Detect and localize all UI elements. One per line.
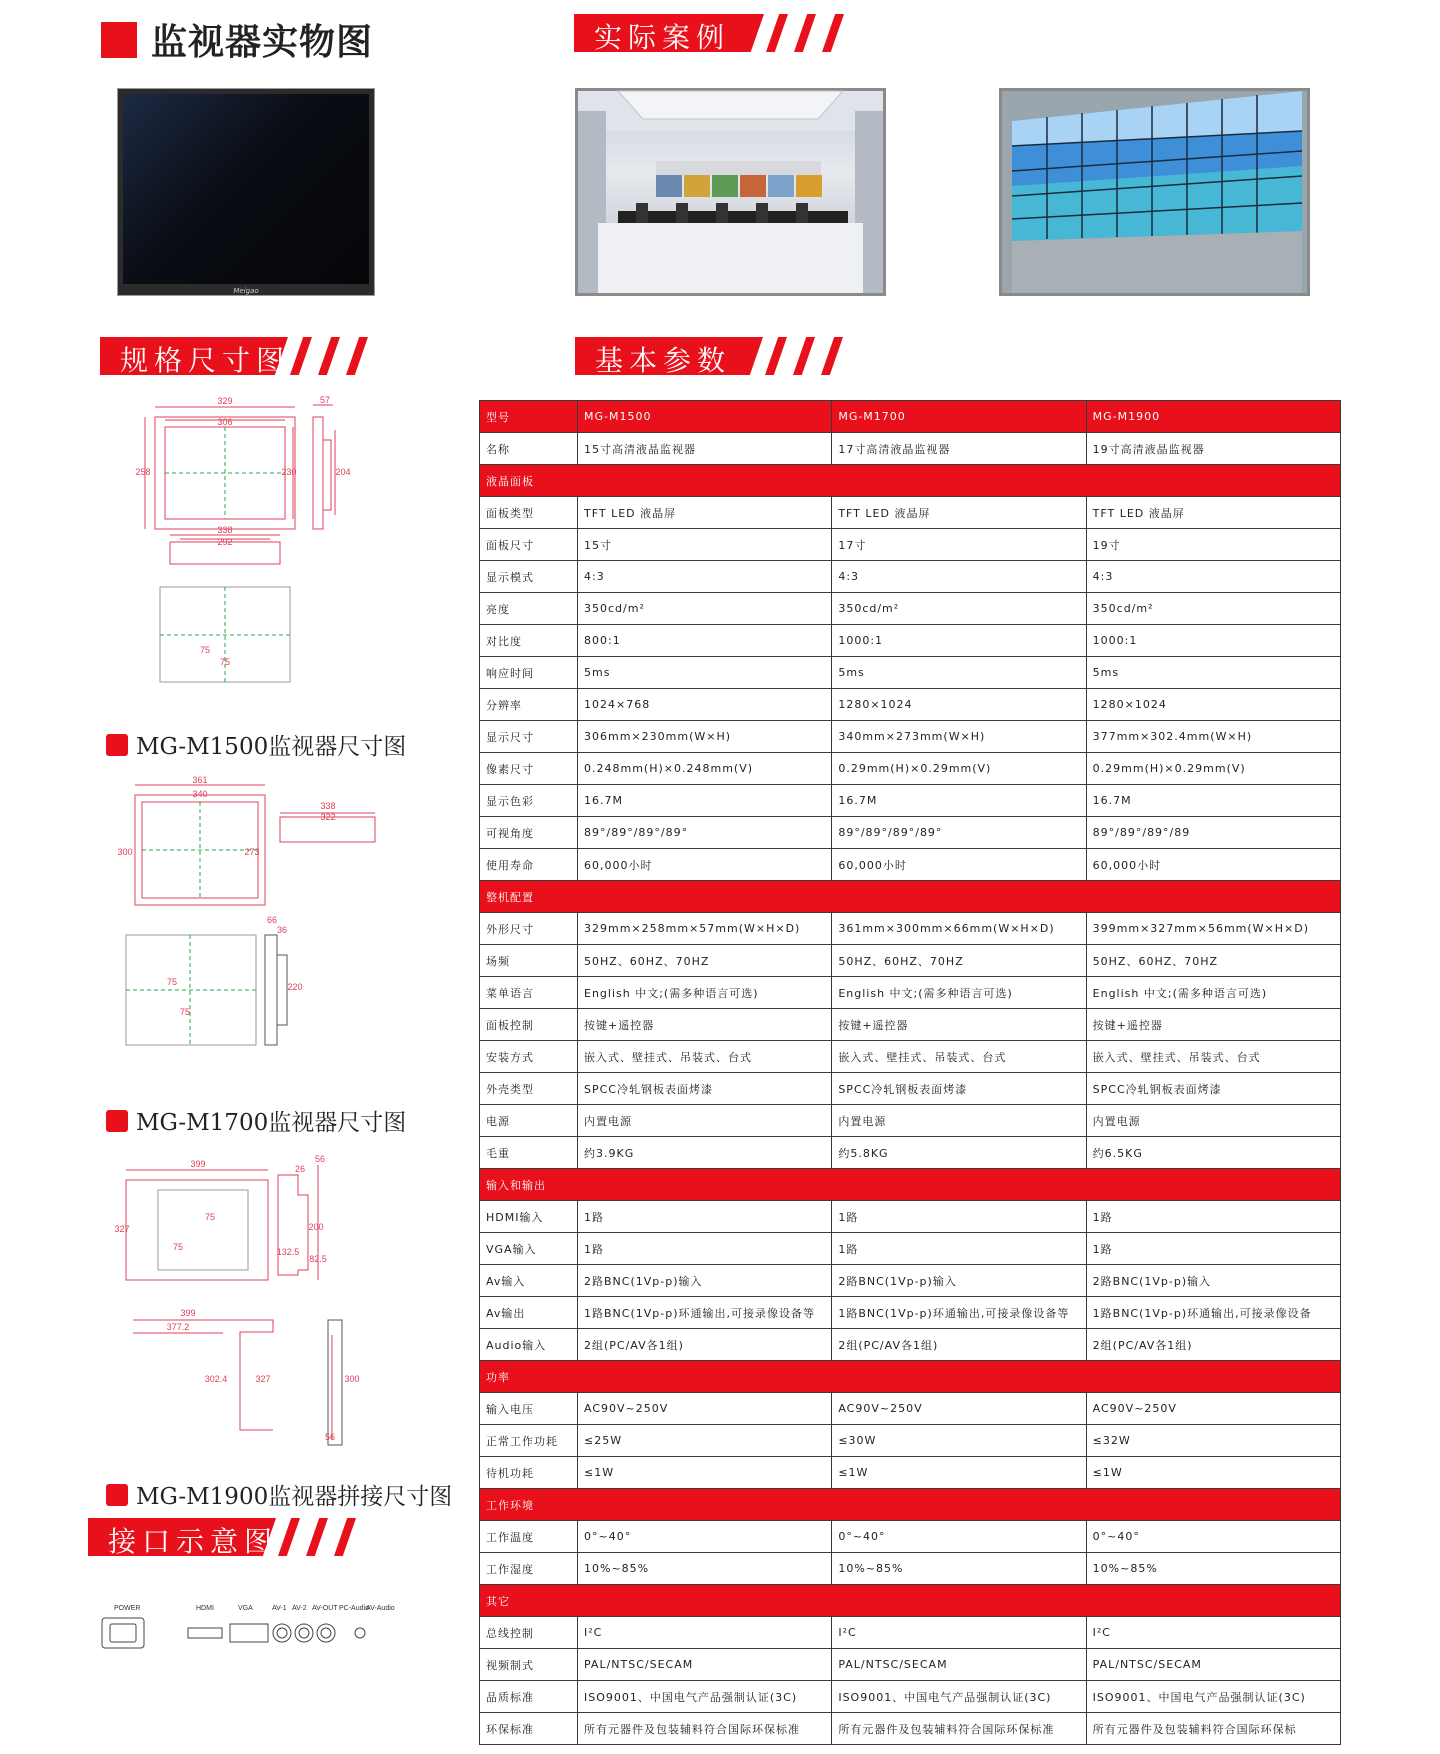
dim-label: 75: [199, 645, 211, 655]
table-row: [480, 1617, 1341, 1649]
dim-label: 57: [319, 395, 331, 405]
table-cell: 10%~85%: [1086, 1553, 1340, 1585]
table-row-label: 外壳类型: [480, 1073, 578, 1105]
table-section-label: 液晶面板: [480, 465, 1341, 497]
table-section-label: 功率: [480, 1361, 1341, 1393]
dim-label: 327: [255, 1374, 271, 1384]
table-cell: 0.29mm(H)×0.29mm(V): [832, 753, 1086, 785]
table-cell: 4:3: [832, 561, 1086, 593]
table-row: [480, 913, 1341, 945]
monitor-photo-header: [101, 14, 373, 65]
table-row: [480, 561, 1341, 593]
table-row-label: 面板尺寸: [480, 529, 578, 561]
table-section-label: 整机配置: [480, 881, 1341, 913]
table-cell: 340mm×273mm(W×H): [832, 721, 1086, 753]
table-cell: 5ms: [578, 657, 832, 689]
dim-label: 220: [287, 982, 303, 992]
table-cell: 350cd/m²: [832, 593, 1086, 625]
table-row-label: 毛重: [480, 1137, 578, 1169]
table-cell: 800:1: [578, 625, 832, 657]
table-row: [480, 1297, 1341, 1329]
table-cell: 嵌入式、壁挂式、吊装式、台式: [578, 1041, 832, 1073]
table-cell: 15寸: [578, 529, 832, 561]
table-cell: 1路: [578, 1233, 832, 1265]
table-cell: ISO9001、中国电气产品强制认证(3C): [832, 1681, 1086, 1713]
table-cell: SPCC冷轧钢板表面烤漆: [1086, 1073, 1340, 1105]
table-cell: AC90V~250V: [578, 1393, 832, 1425]
table-row-label: 总线控制: [480, 1617, 578, 1649]
table-row: [480, 593, 1341, 625]
table-row: [480, 1521, 1341, 1553]
table-row: [480, 625, 1341, 657]
table-row: [480, 1073, 1341, 1105]
table-row: [480, 945, 1341, 977]
table-cell: 10%~85%: [832, 1553, 1086, 1585]
table-row-label: Av输出: [480, 1297, 578, 1329]
table-cell: 17寸: [832, 529, 1086, 561]
dim-label: 327: [114, 1224, 130, 1234]
table-cell: 50HZ、60HZ、70HZ: [1086, 945, 1340, 977]
vga-port-icon: [230, 1624, 268, 1642]
table-cell: ISO9001、中国电气产品强制认证(3C): [578, 1681, 832, 1713]
table-row-label: 外形尺寸: [480, 913, 578, 945]
dim-label: 399: [190, 1159, 206, 1169]
table-row-label: 环保标准: [480, 1713, 578, 1745]
table-row: [480, 721, 1341, 753]
table-row: [480, 1041, 1341, 1073]
table-cell: 1000:1: [832, 625, 1086, 657]
table-row-label: Av输入: [480, 1265, 578, 1297]
table-row: [480, 1713, 1341, 1745]
table-row-label: 场频: [480, 945, 578, 977]
table-section-row: [480, 881, 1341, 913]
bnc-av2-icon: [295, 1624, 313, 1642]
table-cell: AC90V~250V: [1086, 1393, 1340, 1425]
table-cell: 15寸高清液晶监视器: [578, 433, 832, 465]
table-cell: ISO9001、中国电气产品强制认证(3C): [1086, 1681, 1340, 1713]
table-cell: 89°/89°/89°/89°: [578, 817, 832, 849]
dim-label: 75: [179, 1007, 191, 1017]
table-row: [480, 1425, 1341, 1457]
table-row: [480, 497, 1341, 529]
table-cell: 329mm×258mm×57mm(W×H×D): [578, 913, 832, 945]
table-cell: 1000:1: [1086, 625, 1340, 657]
connector-label-pc-audio: PC-Audio: [339, 1605, 369, 1612]
table-cell: 350cd/m²: [1086, 593, 1340, 625]
caption-m1900: MG-M1900监视器拼接尺寸图: [106, 1478, 452, 1511]
case-photo-control-room: [575, 88, 886, 296]
table-cell: 89°/89°/89°/89: [1086, 817, 1340, 849]
table-row-label: 显示尺寸: [480, 721, 578, 753]
params-banner: [575, 337, 853, 375]
table-row: [480, 1265, 1341, 1297]
table-cell: 按键+遥控器: [832, 1009, 1086, 1041]
bnc-av1-icon: [273, 1624, 291, 1642]
table-cell: 361mm×300mm×66mm(W×H×D): [832, 913, 1086, 945]
power-port-icon: [102, 1618, 144, 1648]
table-cell: TFT LED 液晶屏: [578, 497, 832, 529]
table-cell: English 中文;(需多种语言可选): [1086, 977, 1340, 1009]
table-cell: 1路BNC(1Vp-p)环通输出,可接录像设备等: [578, 1297, 832, 1329]
table-cell: 10%~85%: [578, 1553, 832, 1585]
table-cell: 0°~40°: [578, 1521, 832, 1553]
dim-label: 56: [314, 1154, 326, 1164]
table-cell: 0.29mm(H)×0.29mm(V): [1086, 753, 1340, 785]
connector-label-hdmi: HDMI: [196, 1605, 214, 1612]
dim-label: 230: [281, 467, 297, 477]
table-row-label: 使用寿命: [480, 849, 578, 881]
table-cell: 60,000小时: [832, 849, 1086, 881]
m1500-dimension-drawing: [135, 395, 355, 695]
table-row: [480, 1105, 1341, 1137]
table-cell: ≤32W: [1086, 1425, 1340, 1457]
table-cell: 19寸: [1086, 529, 1340, 561]
dim-label: 361: [192, 775, 208, 785]
cases-title: 实际案例: [594, 21, 731, 54]
table-row-label: 对比度: [480, 625, 578, 657]
table-row-label: 待机功耗: [480, 1457, 578, 1489]
table-row: [480, 657, 1341, 689]
table-row-label: 视频制式: [480, 1649, 578, 1681]
table-row-label: 面板类型: [480, 497, 578, 529]
dim-label: 66: [266, 915, 278, 925]
table-cell: 2路BNC(1Vp-p)输入: [832, 1265, 1086, 1297]
cases-banner: [574, 14, 854, 52]
dim-label: 302.4: [204, 1374, 228, 1384]
table-cell: PAL/NTSC/SECAM: [578, 1649, 832, 1681]
table-cell: 1280×1024: [832, 689, 1086, 721]
table-cell: 16.7M: [1086, 785, 1340, 817]
table-cell: 内置电源: [1086, 1105, 1340, 1137]
control-room-illustration: [578, 91, 883, 293]
table-cell: 19寸高清液晶监视器: [1086, 433, 1340, 465]
caption-m1500: MG-M1500监视器尺寸图: [106, 728, 406, 761]
table-cell: 2路BNC(1Vp-p)输入: [1086, 1265, 1340, 1297]
table-cell: AC90V~250V: [832, 1393, 1086, 1425]
table-cell: 5ms: [1086, 657, 1340, 689]
table-cell: 按键+遥控器: [578, 1009, 832, 1041]
dim-label: 200: [308, 1222, 324, 1232]
table-cell: 5ms: [832, 657, 1086, 689]
table-row-label: 响应时间: [480, 657, 578, 689]
table-cell: 0.248mm(H)×0.248mm(V): [578, 753, 832, 785]
connector-label-vga: VGA: [238, 1605, 253, 1612]
table-cell: 4:3: [1086, 561, 1340, 593]
table-row-label: 工作湿度: [480, 1553, 578, 1585]
table-cell: 0°~40°: [1086, 1521, 1340, 1553]
table-header-cell: MG-M1500: [578, 401, 832, 433]
table-cell: 约5.8KG: [832, 1137, 1086, 1169]
table-cell: 嵌入式、壁挂式、吊装式、台式: [832, 1041, 1086, 1073]
dim-label: 75: [204, 1212, 216, 1222]
table-section-row: [480, 465, 1341, 497]
connector-label-avout: AV-OUT: [312, 1605, 338, 1612]
table-section-row: [480, 1361, 1341, 1393]
table-row: [480, 1137, 1341, 1169]
table-row: [480, 1649, 1341, 1681]
table-row-label: 显示模式: [480, 561, 578, 593]
dim-label: 377.2: [166, 1322, 190, 1332]
table-cell: ≤30W: [832, 1425, 1086, 1457]
table-row: [480, 1393, 1341, 1425]
table-cell: 50HZ、60HZ、70HZ: [578, 945, 832, 977]
table-cell: 2组(PC/AV各1组): [578, 1329, 832, 1361]
table-cell: PAL/NTSC/SECAM: [832, 1649, 1086, 1681]
dim-label: 36: [276, 925, 288, 935]
hdmi-port-icon: [188, 1628, 222, 1638]
table-header-row: [480, 401, 1341, 433]
table-cell: 2组(PC/AV各1组): [1086, 1329, 1340, 1361]
table-row: [480, 753, 1341, 785]
dim-label: 273: [244, 847, 260, 857]
dim-label: 300: [344, 1374, 360, 1384]
dim-label: 338: [320, 801, 336, 811]
table-row-label: HDMI输入: [480, 1201, 578, 1233]
table-row-label: Audio输入: [480, 1329, 578, 1361]
table-cell: 1路BNC(1Vp-p)环通输出,可接录像设备: [1086, 1297, 1340, 1329]
table-cell: 50HZ、60HZ、70HZ: [832, 945, 1086, 977]
table-row-label: 菜单语言: [480, 977, 578, 1009]
m1900-dimension-drawing: [114, 1150, 388, 1450]
table-cell: 1路BNC(1Vp-p)环通输出,可接录像设备等: [832, 1297, 1086, 1329]
case-photo-video-wall: [999, 88, 1310, 296]
table-header-cell: 型号: [480, 401, 578, 433]
table-cell: 1路: [832, 1233, 1086, 1265]
table-cell: 306mm×230mm(W×H): [578, 721, 832, 753]
table-cell: 17寸高清液晶监视器: [832, 433, 1086, 465]
table-row: [480, 1681, 1341, 1713]
table-row-label: 面板控制: [480, 1009, 578, 1041]
spec-table: [479, 400, 1341, 1745]
table-cell: ≤1W: [578, 1457, 832, 1489]
table-row-label: 品质标准: [480, 1681, 578, 1713]
table-cell: 350cd/m²: [578, 593, 832, 625]
interface-diagram: [96, 1600, 396, 1660]
table-row: [480, 977, 1341, 1009]
dim-label: 82.5: [309, 1254, 327, 1264]
dim-label: 329: [217, 396, 233, 406]
dimensions-title: 规格尺寸图: [120, 344, 291, 377]
table-cell: 377mm×302.4mm(W×H): [1086, 721, 1340, 753]
table-row: [480, 817, 1341, 849]
table-row-label: 正常工作功耗: [480, 1425, 578, 1457]
table-cell: 89°/89°/89°/89°: [832, 817, 1086, 849]
monitor-photo: [117, 88, 375, 296]
m1700-dimension-drawing: [117, 775, 420, 1055]
dim-label: 306: [217, 417, 233, 427]
table-cell: English 中文;(需多种语言可选): [578, 977, 832, 1009]
dim-label: 292: [217, 537, 233, 547]
interface-title: 接口示意图: [108, 1525, 279, 1558]
table-cell: PAL/NTSC/SECAM: [1086, 1649, 1340, 1681]
dimensions-banner: [100, 337, 378, 375]
monitor-brand-logo: Meigao: [233, 287, 259, 295]
table-cell: TFT LED 液晶屏: [1086, 497, 1340, 529]
table-cell: 2组(PC/AV各1组): [832, 1329, 1086, 1361]
pc-audio-jack-icon: [355, 1628, 365, 1638]
params-title: 基本参数: [595, 344, 732, 377]
table-row: [480, 1201, 1341, 1233]
table-cell: English 中文;(需多种语言可选): [832, 977, 1086, 1009]
table-cell: 按键+遥控器: [1086, 1009, 1340, 1041]
table-cell: 1路: [1086, 1201, 1340, 1233]
table-row-label: 输入电压: [480, 1393, 578, 1425]
dim-label: 75: [219, 657, 231, 667]
table-row-label: 可视角度: [480, 817, 578, 849]
table-cell: 4:3: [578, 561, 832, 593]
table-cell: 内置电源: [578, 1105, 832, 1137]
table-cell: TFT LED 液晶屏: [832, 497, 1086, 529]
table-row-label: 安装方式: [480, 1041, 578, 1073]
dim-label: 56: [324, 1432, 336, 1442]
table-cell: 所有元器件及包装辅料符合国际环保标准: [578, 1713, 832, 1745]
table-section-label: 工作环境: [480, 1489, 1341, 1521]
table-row: [480, 1457, 1341, 1489]
dim-label: 340: [192, 789, 208, 799]
table-cell: 16.7M: [578, 785, 832, 817]
caption-m1700: MG-M1700监视器尺寸图: [106, 1104, 406, 1137]
table-row-label: 像素尺寸: [480, 753, 578, 785]
table-cell: 内置电源: [832, 1105, 1086, 1137]
table-cell: 约6.5KG: [1086, 1137, 1340, 1169]
table-header-cell: MG-M1700: [832, 401, 1086, 433]
table-cell: 399mm×327mm×56mm(W×H×D): [1086, 913, 1340, 945]
table-header-cell: MG-M1900: [1086, 401, 1340, 433]
table-section-label: 其它: [480, 1585, 1341, 1617]
table-row-label: 名称: [480, 433, 578, 465]
table-row: [480, 849, 1341, 881]
table-cell: ≤25W: [578, 1425, 832, 1457]
table-section-row: [480, 1489, 1341, 1521]
header-red-square: [101, 22, 137, 58]
table-cell: 约3.9KG: [578, 1137, 832, 1169]
dim-label: 322: [320, 812, 336, 822]
dim-label: 132.5: [276, 1247, 300, 1257]
table-section-row: [480, 1585, 1341, 1617]
dim-label: 338: [217, 525, 233, 535]
spec-table-body: [480, 401, 1341, 1745]
dim-label: 204: [335, 467, 351, 477]
table-cell: I²C: [832, 1617, 1086, 1649]
table-row: [480, 433, 1341, 465]
connector-label-av2: AV-2: [292, 1605, 307, 1612]
table-cell: 16.7M: [832, 785, 1086, 817]
connector-label-power: POWER: [114, 1605, 141, 1612]
table-cell: 嵌入式、壁挂式、吊装式、台式: [1086, 1041, 1340, 1073]
table-cell: 1280×1024: [1086, 689, 1340, 721]
table-row: [480, 1329, 1341, 1361]
table-row: [480, 1553, 1341, 1585]
table-row: [480, 1233, 1341, 1265]
table-cell: 0°~40°: [832, 1521, 1086, 1553]
table-cell: SPCC冷轧钢板表面烤漆: [832, 1073, 1086, 1105]
table-row-label: 显示色彩: [480, 785, 578, 817]
table-row-label: 工作温度: [480, 1521, 578, 1553]
dim-label: 399: [180, 1308, 196, 1318]
table-section-row: [480, 1169, 1341, 1201]
table-row-label: VGA输入: [480, 1233, 578, 1265]
table-cell: 1路: [578, 1201, 832, 1233]
table-section-label: 输入和输出: [480, 1169, 1341, 1201]
table-row: [480, 1009, 1341, 1041]
table-cell: 所有元器件及包装辅料符合国际环保标: [1086, 1713, 1340, 1745]
table-row: [480, 689, 1341, 721]
table-cell: 60,000小时: [578, 849, 832, 881]
table-row: [480, 785, 1341, 817]
table-cell: 1路: [832, 1201, 1086, 1233]
dim-label: 75: [172, 1242, 184, 1252]
dim-label: 300: [117, 847, 133, 857]
table-cell: 2路BNC(1Vp-p)输入: [578, 1265, 832, 1297]
bnc-avout-icon: [317, 1624, 335, 1642]
table-row-label: 亮度: [480, 593, 578, 625]
connector-label-av-audio: AV-Audio: [366, 1605, 395, 1612]
table-cell: 1路: [1086, 1233, 1340, 1265]
dim-label: 258: [135, 467, 151, 477]
table-cell: ≤1W: [1086, 1457, 1340, 1489]
table-cell: I²C: [1086, 1617, 1340, 1649]
table-cell: I²C: [578, 1617, 832, 1649]
dim-label: 75: [166, 977, 178, 987]
table-cell: ≤1W: [832, 1457, 1086, 1489]
table-cell: SPCC冷轧钢板表面烤漆: [578, 1073, 832, 1105]
dim-label: 26: [294, 1164, 306, 1174]
monitor-photo-title: 监视器实物图: [151, 22, 374, 63]
table-cell: 所有元器件及包装辅料符合国际环保标准: [832, 1713, 1086, 1745]
table-cell: 1024×768: [578, 689, 832, 721]
interface-banner: [88, 1518, 366, 1556]
table-cell: 60,000小时: [1086, 849, 1340, 881]
table-row-label: 分辨率: [480, 689, 578, 721]
video-wall-illustration: [1002, 91, 1307, 293]
connector-label-av1: AV-1: [272, 1605, 287, 1612]
table-row-label: 电源: [480, 1105, 578, 1137]
table-row: [480, 529, 1341, 561]
